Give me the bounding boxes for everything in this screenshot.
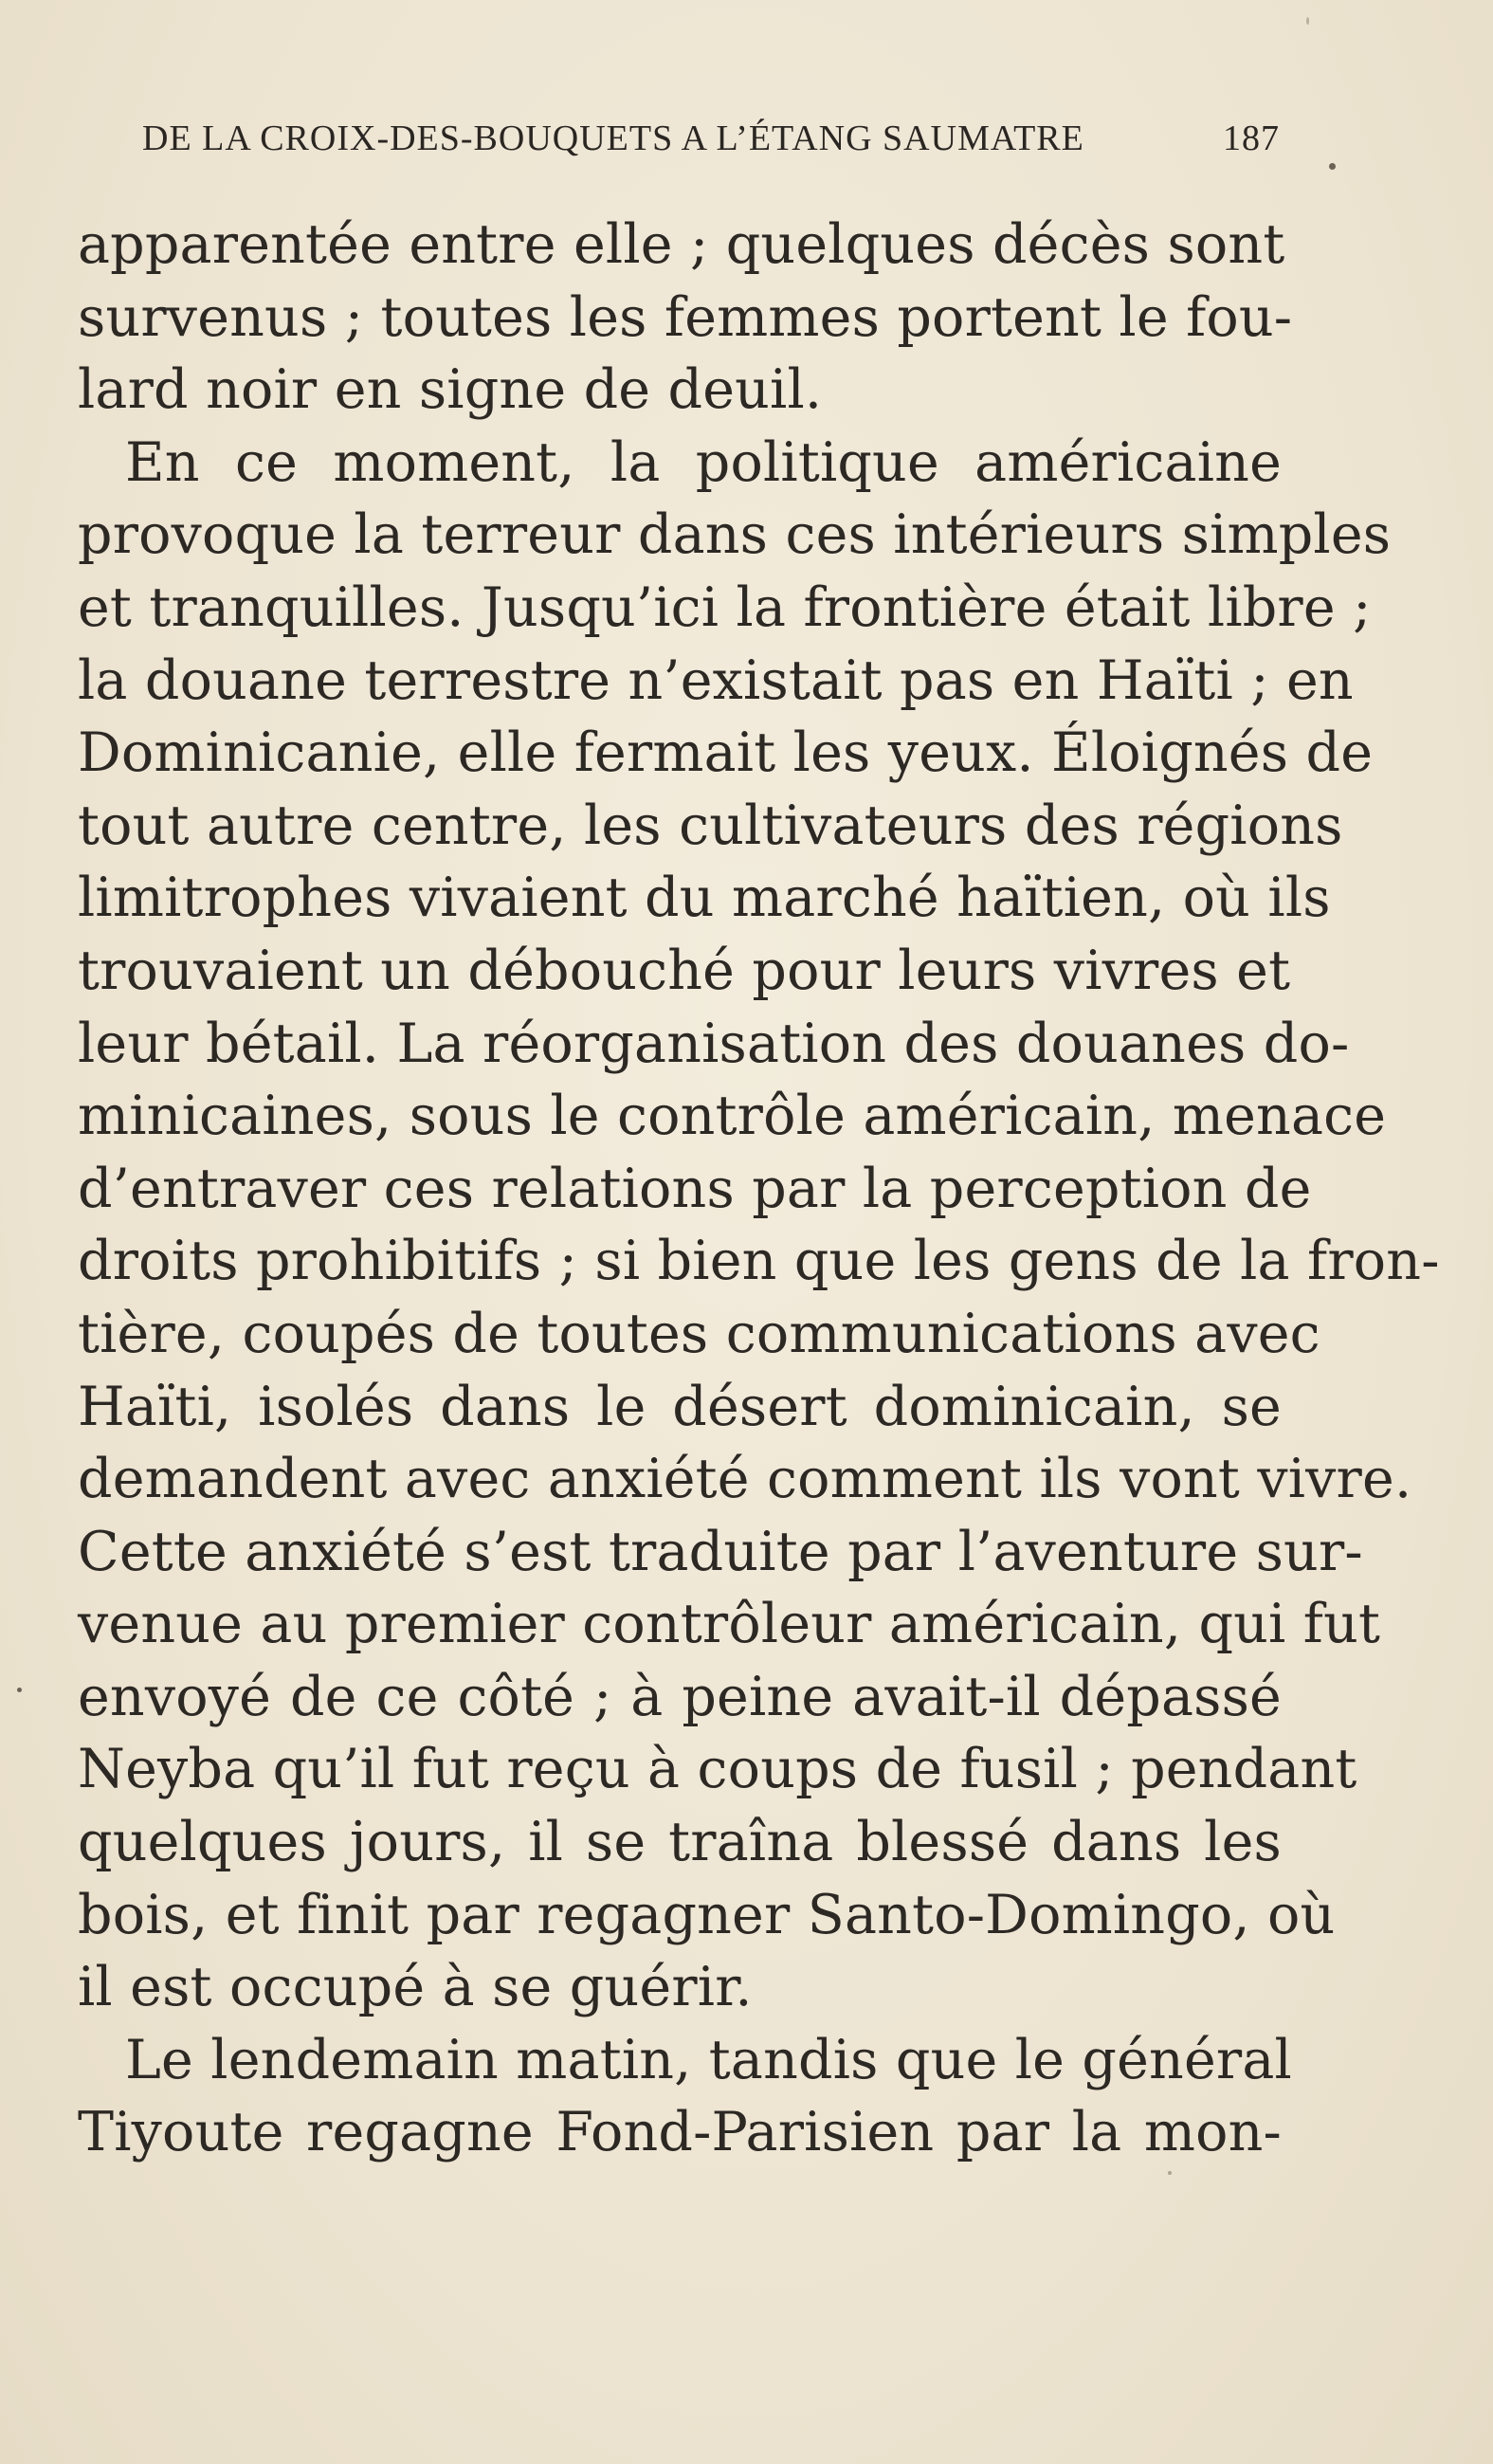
page-number: 187 [1223, 119, 1280, 158]
paper-speck [17, 1688, 22, 1692]
page-header [142, 112, 1280, 169]
running-head: DE LA CROIX-DES-BOUQUETS A L’ÉTANG SAUMATRE [142, 119, 1084, 158]
text-line: limitrophes vivaient du marché haïtien, où ils [78, 867, 1331, 930]
text-line: Dominicanie, elle fermait les yeux. Éloignés de [78, 721, 1374, 785]
text-line: apparentée entre elle ; quelques décès sont [78, 213, 1285, 276]
text-line: Neyba qu’il fut reçu à coups de fusil ; pendant [78, 1738, 1357, 1801]
text-line: tout autre centre, les cultivateurs des régions [78, 794, 1343, 857]
text-line: trouvaient un débouché pour leurs vivres et [78, 939, 1291, 1002]
text-line: provoque la terreur dans ces intérieurs simples [78, 503, 1392, 567]
text-line: venue au premier contrôleur américain, qui fut [78, 1593, 1381, 1656]
text-line: Cette anxiété s’est traduite par l’aventure sur- [78, 1520, 1363, 1583]
text-line: survenus ; toutes les femmes portent le fou- [78, 285, 1293, 349]
text-line: il est occupé à se guérir. [78, 1956, 753, 2019]
text-line: En ce moment, la politique américaine [125, 430, 1282, 494]
text-line: bois, et finit par regagner Santo-Domingo, où [78, 1883, 1336, 1946]
paper-speck [1306, 17, 1309, 25]
text-line: Le lendemain matin, tandis que le général [125, 2028, 1292, 2091]
body-text [78, 209, 1440, 2169]
text-line: demandent avec anxiété comment ils vont vivre. [78, 1448, 1412, 1511]
text-line: la douane terrestre n’existait pas en Haïti ; en [78, 648, 1354, 712]
text-line: quelques jours, il se traîna blessé dans les [78, 1811, 1282, 1874]
text-line: d’entraver ces relations par la perception de [78, 1157, 1312, 1220]
text-line: lard noir en signe de deuil. [78, 358, 823, 422]
text-line: tière, coupés de toutes communications avec [78, 1302, 1320, 1365]
text-line: envoyé de ce côté ; à peine avait-il dépassé [78, 1665, 1282, 1728]
paper-speck [1329, 163, 1336, 170]
text-line: minicaines, sous le contrôle américain, menace [78, 1085, 1387, 1148]
text-line: droits prohibitifs ; si bien que les gens de la fron- [78, 1230, 1440, 1293]
text-line: leur bétail. La réorganisation des douanes do- [78, 1012, 1350, 1075]
paper-speck [1168, 2171, 1172, 2175]
text-line: Tiyoute regagne Fond-Parisien par la mon- [78, 2101, 1282, 2164]
text-line: Haïti, isolés dans le désert dominicain, se [78, 1375, 1282, 1438]
text-line: et tranquilles. Jusqu’ici la frontière était libre ; [78, 575, 1372, 639]
